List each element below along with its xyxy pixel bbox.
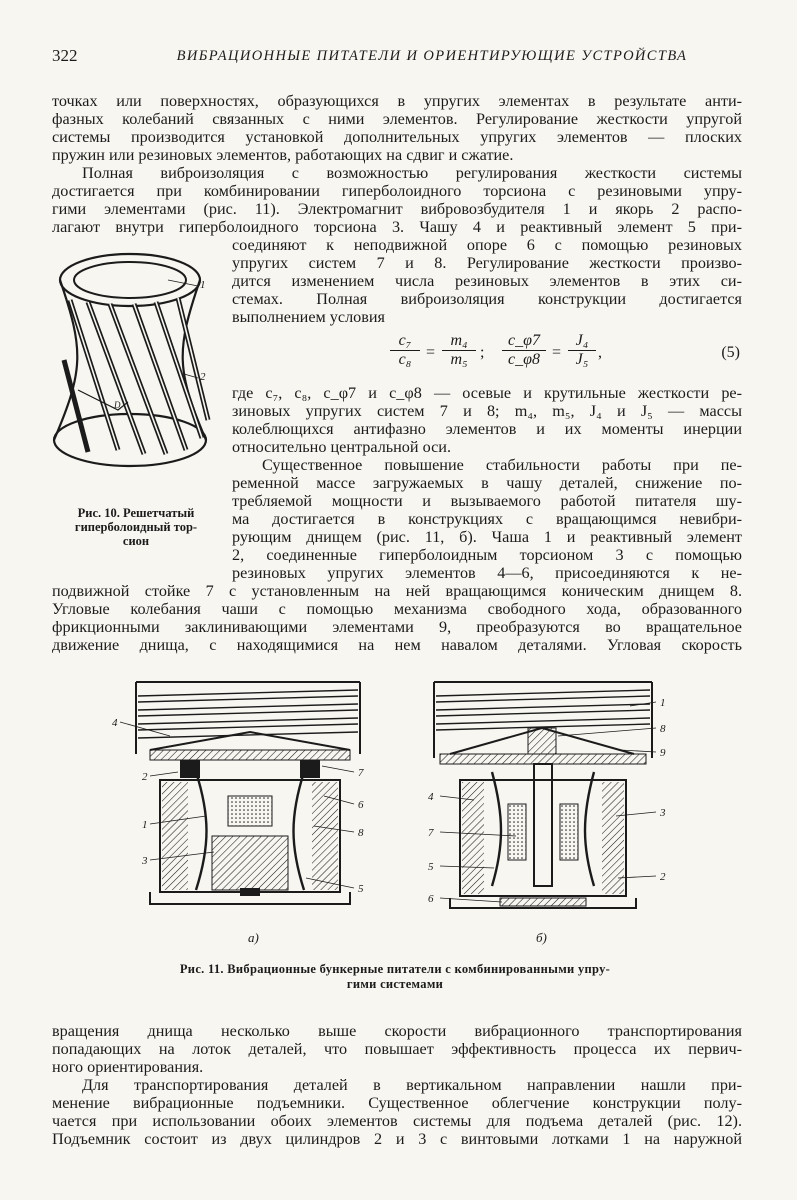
fig11a-label: 1 bbox=[142, 819, 148, 831]
fig11b-label: 7 bbox=[428, 827, 434, 839]
text-line: менение вибрационные подъемники. Существенное облегчение конструкции полу- bbox=[52, 1094, 742, 1112]
formula-denominator: J₅ bbox=[575, 351, 589, 368]
figure-10-caption bbox=[48, 506, 224, 548]
text-line: Угловые колебания чаши с помощью механизма свободного хода, образованного bbox=[52, 600, 742, 618]
formula-numerator: c₇ bbox=[390, 332, 420, 351]
text-line: 2, соединенные гиперболоидным торсионом 3 с помощью bbox=[232, 546, 742, 564]
fig11b-label: 3 bbox=[660, 807, 666, 819]
caption-line: гиперболоидный тор- bbox=[74, 520, 198, 534]
fig11a-label: 6 bbox=[358, 799, 364, 811]
text-line: рующим днищем (рис. 11, б). Чаша 1 и реактивный элемент bbox=[232, 528, 742, 546]
text-line: пружин или резиновых элементов, работающих на сдвиг и сжатие. bbox=[52, 146, 514, 164]
text-line: где c₇, c₈, c_φ7 и c_φ8 — осевые и крутильные жесткости ре- bbox=[232, 384, 742, 402]
text-line: колеблющихся антифазно элементов и их моменты инерции bbox=[232, 420, 742, 438]
fig11a-label: 4 bbox=[112, 717, 118, 729]
fig11b-label: 4 bbox=[428, 791, 434, 803]
fig11b-label: 1 bbox=[660, 697, 666, 709]
fig11b-label: 5 bbox=[428, 861, 434, 873]
text-line: Подъемник состоит из двух цилиндров 2 и 3 с винтовыми лотками 1 на наружной bbox=[52, 1130, 742, 1148]
figure-10-torsion-drawing bbox=[48, 240, 228, 500]
caption-line: Рис. 11. Вибрационные бункерные питатели с комбинированными упру- bbox=[179, 962, 611, 976]
fig11a-label: 3 bbox=[142, 855, 148, 867]
formula-numerator: c_φ7 bbox=[502, 332, 546, 351]
text-line: требляемой мощности и вызываемого работой питателя шу- bbox=[232, 492, 742, 510]
text-line: чается при использовании обоих элементов системы для подъема деталей (рис. 12). bbox=[52, 1112, 742, 1130]
equation-number: (5) bbox=[721, 344, 740, 361]
text-line: относительно центральной оси. bbox=[232, 438, 452, 456]
text-line: Для транспортирования деталей в вертикальном направлении нашли при- bbox=[82, 1076, 742, 1094]
fig10-label: 1 bbox=[200, 279, 206, 291]
caption-line: Рис. 10. Решетчатый bbox=[77, 506, 195, 520]
formula-5 bbox=[390, 332, 740, 378]
text-line: достигается при комбинировании гиперболоидного торсиона с резиновыми упру- bbox=[52, 182, 742, 200]
fraction bbox=[390, 332, 420, 369]
figure-11b-drawing bbox=[420, 676, 690, 926]
text-line: упругих систем 7 и 8. Регулирование жесткости произво- bbox=[232, 254, 742, 272]
text-line: стемах. Полная виброизоляция конструкции достигается bbox=[232, 290, 742, 308]
text-line: Полная виброизоляция с возможностью регулирования жесткости системы bbox=[82, 164, 742, 182]
comma: , bbox=[598, 344, 602, 361]
caption-line: сион bbox=[122, 534, 150, 548]
fig10-label: 2 bbox=[200, 371, 206, 383]
formula-numerator: J₄ bbox=[568, 332, 596, 351]
text-line: ременной массе загружаемых в чашу деталей, снижение по- bbox=[232, 474, 742, 492]
text-line: системы производится установкой дополнительных упругих элементов — плоских bbox=[52, 128, 742, 146]
text-line: ма достигается в конструкциях с вращающимся невибри- bbox=[232, 510, 742, 528]
text-line: зиновых упругих систем 7 и 8; m₄, m₅, J₄ и J₅ — массы bbox=[232, 402, 742, 420]
text-line: дится изменением числа резиновых элементов в этих си- bbox=[232, 272, 742, 290]
text-line: точках или поверхностях, образующихся в упругих элементах в результате анти- bbox=[52, 92, 742, 110]
text-line: резиновых упругих элементов 4—6, присоединяются к не- bbox=[232, 564, 742, 582]
figure-11a-drawing bbox=[110, 676, 390, 926]
formula-denominator: c_φ8 bbox=[508, 351, 540, 368]
text-line: соединяют к неподвижной опоре 6 с помощью резиновых bbox=[232, 236, 742, 254]
fraction bbox=[502, 332, 546, 369]
equals-sign: = bbox=[426, 344, 436, 361]
text-line: гими элементами (рис. 11). Электромагнит вибровозбудителя 1 и якорь 2 распо- bbox=[52, 200, 742, 218]
fig11a-label: 5 bbox=[358, 883, 364, 895]
text-line: фрикционными заклинивающими элементами 9, преобразуются во вращательное bbox=[52, 618, 742, 636]
fraction bbox=[442, 332, 476, 369]
figure-11-caption bbox=[50, 962, 740, 992]
semicolon: ; bbox=[480, 344, 485, 361]
text-line: подвижной стойке 7 с установленным на ней вращающимся коническим днищем 8. bbox=[52, 582, 742, 600]
text-line: попадающих на лоток деталей, что повышает эффективность процесса их первич- bbox=[52, 1040, 742, 1058]
running-title: ВИБРАЦИОННЫЕ ПИТАТЕЛИ И ОРИЕНТИРУЮЩИЕ УСТРОЙСТВА bbox=[176, 48, 688, 64]
page-header bbox=[52, 46, 742, 70]
fig11a-label: 2 bbox=[142, 771, 148, 783]
text-line: ного ориентирования. bbox=[52, 1058, 204, 1076]
text-line: Существенное повышение стабильности работы при пе- bbox=[262, 456, 742, 474]
subfigure-a-label: а) bbox=[248, 930, 259, 945]
formula-denominator: c₈ bbox=[398, 351, 412, 368]
text-line: выполнением условия bbox=[232, 308, 385, 326]
text-line: лагают внутри гиперболоидного торсиона 3. Чашу 4 и реактивный элемент 5 при- bbox=[52, 218, 742, 236]
fig11b-label: 2 bbox=[660, 871, 666, 883]
equals-sign: = bbox=[552, 344, 562, 361]
fig11b-label: 9 bbox=[660, 747, 666, 759]
fig10-label: D bbox=[114, 400, 121, 410]
formula-numerator: m₄ bbox=[442, 332, 476, 351]
subfigure-b-label: б) bbox=[536, 930, 547, 945]
fig11a-label: 7 bbox=[358, 767, 364, 779]
text-line: движение днища, с находящимися на нем навалом деталями. Угловая скорость bbox=[52, 636, 742, 654]
formula-denominator: m₅ bbox=[450, 351, 468, 368]
fig11a-label: 8 bbox=[358, 827, 364, 839]
caption-line: гими системами bbox=[346, 977, 444, 991]
fig11b-label: 6 bbox=[428, 893, 434, 905]
fig11b-label: 8 bbox=[660, 723, 666, 735]
text-line: вращения днища несколько выше скорости вибрационного транспортирования bbox=[52, 1022, 742, 1040]
fraction bbox=[568, 332, 596, 369]
page-number: 322 bbox=[52, 46, 78, 65]
text-line: фазных колебаний связанных с ними элементов. Регулирование жесткости упругой bbox=[52, 110, 742, 128]
